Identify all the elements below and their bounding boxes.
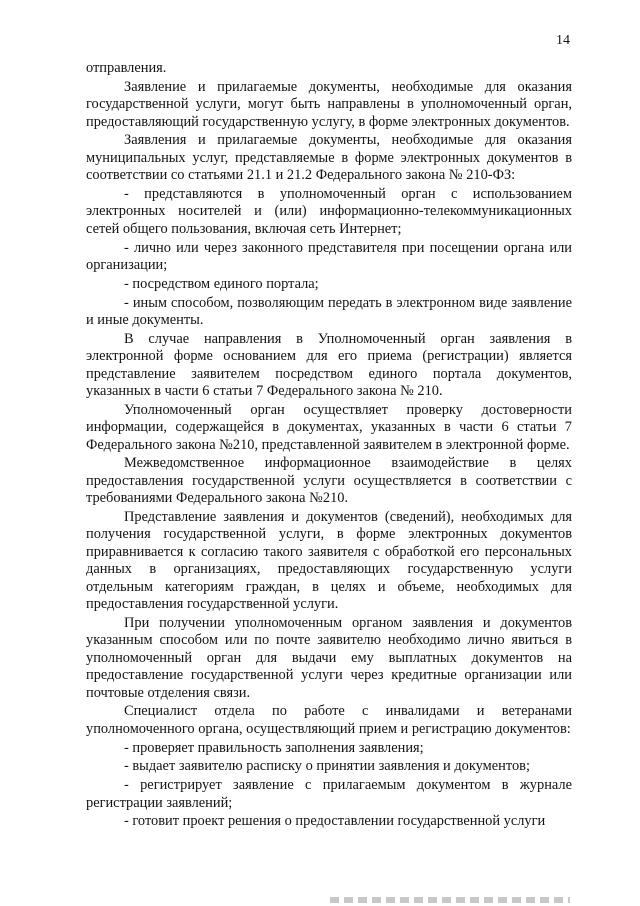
paragraph: Заявление и прилагаемые документы, необходимые для оказания государственной услуги, могут быть направлены в уполномоченный орган, предоставляющий государственную услугу, в форме электронных документов. — [86, 78, 572, 130]
paragraph: Межведомственное информационное взаимодействие в целях предоставления государственной услуги осуществляется в соответствии с требованиями Федерального закона №210. — [86, 455, 572, 507]
paragraph: В случае направления в Уполномоченный орган заявления в электронной форме основанием для его приема (регистрации) является представление заявителем посредством единого портала документов, указанных в части 6 статьи 7 Федерального закона № 210. — [86, 330, 572, 400]
paragraph: Представление заявления и документов (сведений), необходимых для получения государственной услуги, в форме электронных документов приравнивается к согласию такого заявителя с обработкой его персональных данных в организациях, предоставляющих государственную услуги отдельным категориям граждан, в целях и объеме, необходимых для предоставления государственной услуги. — [86, 509, 572, 613]
page-number: 14 — [556, 33, 570, 48]
list-item: - лично или через законного представителя при посещении органа или организации; — [86, 239, 572, 274]
list-item: - иным способом, позволяющим передать в электронном виде заявление и иные документы. — [86, 294, 572, 329]
scan-artifact-marks — [330, 897, 570, 903]
list-item: - готовит проект решения о предоставлении государственной услуги — [124, 813, 546, 830]
list-item: - представляются в уполномоченный орган с использованием электронных носителей и (или) информационно-телекоммуникационных сетей общего пользования, включая сеть Интернет; — [86, 186, 572, 237]
list-item: - регистрирует заявление с прилагаемым документом в журнале регистрации заявлений; — [86, 777, 572, 811]
list-item: - выдает заявителю расписку о принятии заявления и документов; — [124, 758, 530, 775]
paragraph: Уполномоченный орган осуществляет проверку достоверности информации, содержащейся в документах, указанных в части 6 статьи 7 Федерального закона №210, представленной заявителем в электронной форме. — [86, 401, 572, 453]
paragraph: Специалист отдела по работе с инвалидами и ветеранами уполномоченного органа, осуществляющий прием и регистрацию документов: — [86, 703, 572, 737]
list-item: - проверяет правильность заполнения заявления; — [124, 739, 424, 756]
document-body — [86, 60, 572, 832]
paragraph: При получении уполномоченным органом заявления и документов указанным способом или по почте заявителю необходимо лично явиться в уполномоченный орган для выдачи ему выплатных документов на предоставление государственной услуги через кредитные организации или почтовые отделения связи. — [86, 614, 572, 701]
list-item: - посредством единого портала; — [124, 275, 319, 292]
paragraph: отправления. — [86, 60, 167, 76]
paragraph: Заявления и прилагаемые документы, необходимые для оказания муниципальных услуг, представляемые в форме электронных документов в соответствии со статьями 21.1 и 21.2 Федерального закона № 210-ФЗ: — [86, 132, 572, 184]
